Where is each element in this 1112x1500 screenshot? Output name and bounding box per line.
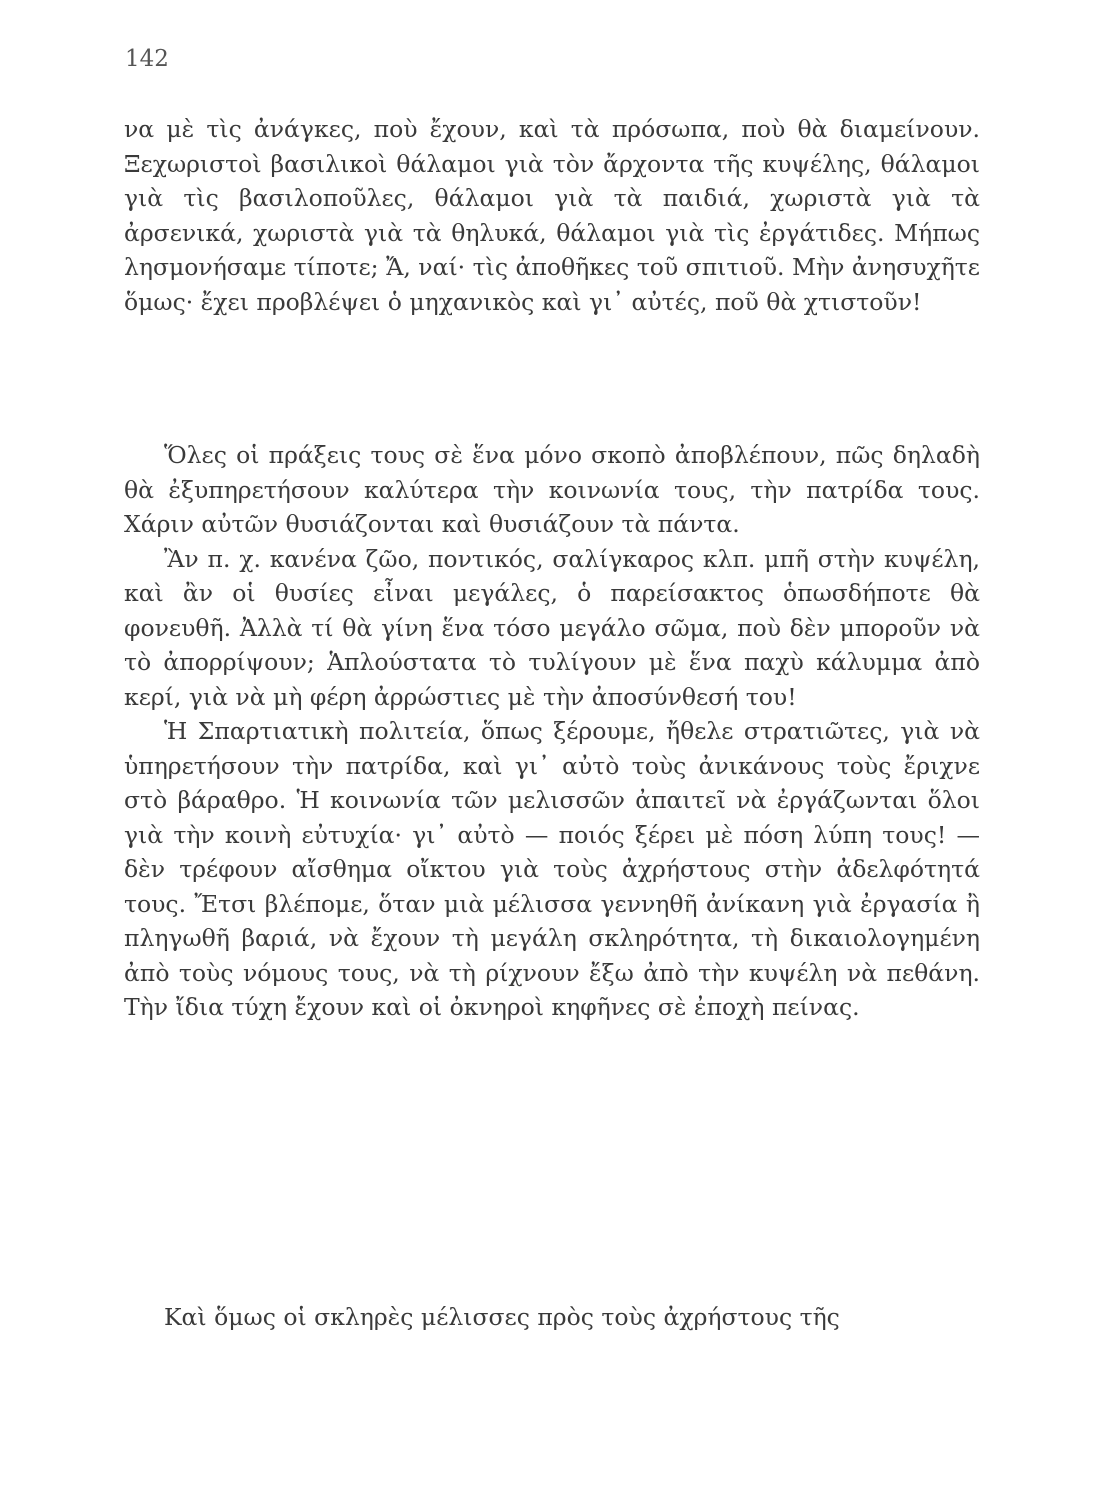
paragraph: Ἂν π. χ. κανένα ζῶο, ποντικός, σαλίγκαρος κλπ. μπῆ στὴν κυψέλη, καὶ ἂν οἱ θυσίες εἶναι μεγάλες, ὁ παρείσακτος ὁπωσδήποτε θὰ φονευθῆ. Ἀλλὰ τί θὰ γίνη ἕνα τόσο μεγάλο σῶμα, ποὺ δὲν μποροῦν νὰ τὸ ἀπορρίψουν; Ἁπλούστατα τὸ τυλίγουν μὲ ἕνα παχὺ κάλυμμα ἀπὸ κερί, γιὰ νὰ μὴ φέρη ἀρρώστιες μὲ τὴν ἀποσύνθεσή του! xyxy=(124,544,980,711)
paragraph-block-middle xyxy=(124,438,980,1025)
paragraph: Ἡ Σπαρτιατικὴ πολιτεία, ὅπως ξέρουμε, ἤθελε στρατιῶτες, γιὰ νὰ ὑπηρετήσουν τὴν πατρίδα, καὶ γι᾿ αὐτὸ τοὺς ἀνικάνους τοὺς ἔριχνε στὸ βάραθρο. Ἡ κοινωνία τῶν μελισσῶν ἀπαιτεῖ νὰ ἐργάζωνται ὅλοι γιὰ τὴν κοινὴ εὐτυχία· γι᾿ αὐτὸ — ποιός ξέρει μὲ πόση λύπη τους! — δὲν τρέφουν αἴσθημα οἴκτου γιὰ τοὺς ἀχρήστους στὴν ἀδελφότητά τους. Ἔτσι βλέπομε, ὅταν μιὰ μέλισσα γεννηθῆ ἀνίκανη γιὰ ἐργασία ἢ πληγωθῆ βαριά, νὰ ἔχουν τὴ μεγάλη σκληρότητα, τὴ δικαιολογημένη ἀπὸ τοὺς νόμους τους, νὰ τὴ ρίχνουν ἔξω ἀπὸ τὴν κυψέλη νὰ πεθάνη. Τὴν ἴδια τύχη ἔχουν καὶ οἱ ὀκνηροὶ κηφῆνες σὲ ἐποχὴ πείνας. xyxy=(124,717,980,1021)
paragraph: Ὅλες οἱ πράξεις τους σὲ ἕνα μόνο σκοπὸ ἀποβλέπουν, πῶς δηλαδὴ θὰ ἐξυπηρετήσουν καλύτερα τὴν κοινωνία τους, τὴν πατρίδα τους. Χάριν αὐτῶν θυσιάζονται καὶ θυσιάζουν τὰ πάντα. xyxy=(124,441,980,538)
paragraph: να μὲ τὶς ἀνάγκες, ποὺ ἔχουν, καὶ τὰ πρόσωπα, ποὺ θὰ διαμείνουν. Ξεχωριστοὶ βασιλικοὶ θάλαμοι γιὰ τὸν ἄρχοντα τῆς κυψέλης, θάλαμοι γιὰ τὶς βασιλοποῦλες, θάλαμοι γιὰ τὰ παιδιά, χωριστὰ γιὰ τὰ ἀρσενικά, χωριστὰ γιὰ τὰ θηλυκά, θάλαμοι γιὰ τὶς ἐργάτιδες. Μήπως λησμονήσαμε τίποτε; Ἄ, ναί· τὶς ἀποθῆκες τοῦ σπιτιοῦ. Μὴν ἀνησυχῆτε ὅμως· ἔχει προβλέψει ὁ μηχανικὸς καὶ γι᾿ αὐτές, ποῦ θὰ χτιστοῦν! xyxy=(124,115,980,316)
page-number: 142 xyxy=(125,46,169,72)
paragraph: Καὶ ὅμως οἱ σκληρὲς μέλισσες πρὸς τοὺς ἀχρήστους τῆς xyxy=(164,1303,840,1331)
paragraph-block-bottom xyxy=(124,1300,980,1335)
paragraph-block-top xyxy=(124,112,980,319)
